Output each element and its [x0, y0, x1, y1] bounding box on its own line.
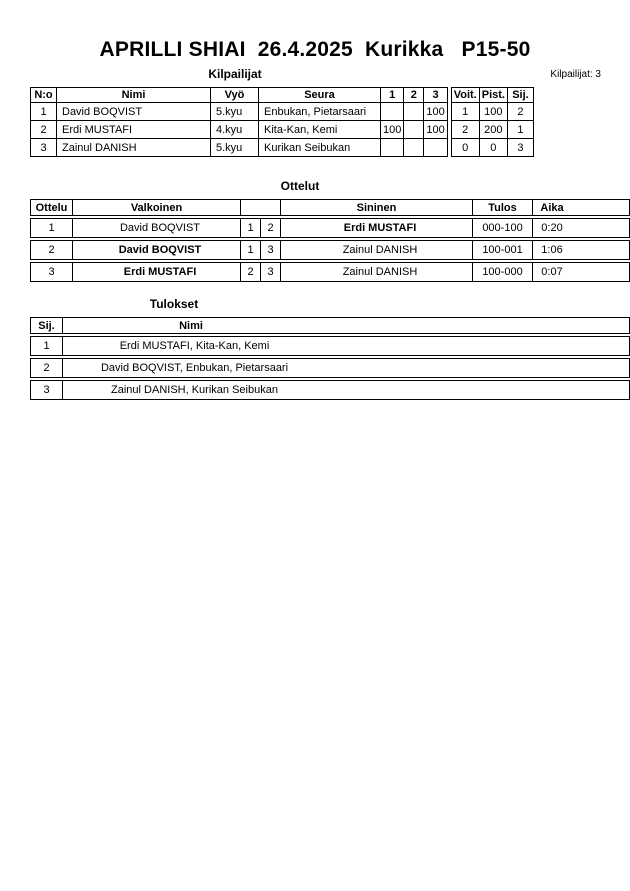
- cell-m3: 100: [424, 121, 447, 139]
- cell-blue-name: Zainul DANISH: [281, 241, 473, 259]
- matches-header-row: [30, 199, 630, 216]
- cell-m2: [404, 103, 424, 121]
- cell-no: 1: [31, 103, 57, 121]
- col-header-numbers: [241, 200, 281, 215]
- col-header-m2: 2: [404, 88, 424, 103]
- cell-m3: [424, 139, 447, 157]
- cell-time: 0:07: [541, 266, 563, 278]
- cell-belt: 4.kyu: [211, 121, 259, 139]
- col-header-belt: Vyö: [211, 88, 259, 103]
- cell-m2: [404, 121, 424, 139]
- col-header-rank: Sij.: [507, 88, 533, 103]
- cell-time: 1:06: [541, 244, 563, 256]
- cell-result: 100-000: [473, 263, 533, 281]
- cell-time: 0:20: [541, 222, 563, 234]
- cell-white-no: 1: [241, 219, 261, 237]
- col-header-rank: Sij.: [31, 318, 63, 333]
- cell-white-no: 1: [241, 241, 261, 259]
- cell-blue-no: 3: [261, 263, 281, 281]
- cell-blue-no: 3: [261, 241, 281, 259]
- competitor-row: [31, 139, 534, 157]
- cell-rank: 2: [507, 103, 533, 121]
- cell-rank: 3: [31, 381, 63, 399]
- cell-result: 000-100: [473, 219, 533, 237]
- cell-wins: 0: [451, 139, 479, 157]
- section-title-competitors: Kilpailijat: [208, 67, 262, 81]
- match-row: [30, 240, 630, 260]
- result-row: [30, 336, 630, 356]
- cell-white-no: 2: [241, 263, 261, 281]
- cell-name: Zainul DANISH, Kurikan Seibukan: [111, 384, 278, 396]
- cell-white-name: Erdi MUSTAFI: [73, 263, 241, 281]
- cell-club: Kurikan Seibukan: [259, 139, 381, 157]
- cell-belt: 5.kyu: [211, 139, 259, 157]
- competitor-row: [31, 121, 534, 139]
- cell-name: Erdi MUSTAFI, Kita-Kan, Kemi: [119, 340, 270, 352]
- result-row: [30, 380, 630, 400]
- cell-blue-name: Erdi MUSTAFI: [281, 219, 473, 237]
- cell-m3: 100: [424, 103, 447, 121]
- col-header-blue: Sininen: [281, 200, 473, 215]
- col-header-m1: 1: [381, 88, 404, 103]
- cell-belt: 5.kyu: [211, 103, 259, 121]
- col-header-name: Nimi: [57, 88, 211, 103]
- cell-match-no: 2: [31, 241, 73, 259]
- cell-m1: 100: [381, 121, 404, 139]
- col-header-name: Nimi: [179, 319, 203, 332]
- cell-no: 2: [31, 121, 57, 139]
- cell-match-no: 1: [31, 219, 73, 237]
- competitors-table: [30, 87, 534, 157]
- cell-rank: 1: [31, 337, 63, 355]
- cell-name: Zainul DANISH: [57, 139, 211, 157]
- result-row: [30, 358, 630, 378]
- competitors-header-row: [31, 88, 534, 103]
- cell-blue-no: 2: [261, 219, 281, 237]
- cell-name: Erdi MUSTAFI: [57, 121, 211, 139]
- cell-name: David BOQVIST, Enbukan, Pietarsaari: [100, 362, 289, 374]
- cell-points: 0: [479, 139, 507, 157]
- col-header-result: Tulos: [473, 200, 533, 215]
- cell-wins: 2: [451, 121, 479, 139]
- cell-points: 100: [479, 103, 507, 121]
- cell-rank: 2: [31, 359, 63, 377]
- competitors-count-label: Kilpailijat: 3: [550, 69, 601, 80]
- cell-rank: 1: [507, 121, 533, 139]
- cell-club: Kita-Kan, Kemi: [259, 121, 381, 139]
- cell-white-name: David BOQVIST: [73, 219, 241, 237]
- section-title-results: Tulokset: [149, 297, 199, 311]
- col-header-match: Ottelu: [31, 200, 73, 215]
- cell-name: David BOQVIST: [57, 103, 211, 121]
- col-header-no: N:o: [31, 88, 57, 103]
- cell-points: 200: [479, 121, 507, 139]
- results-header-row: [30, 317, 630, 334]
- cell-result: 100-001: [473, 241, 533, 259]
- col-header-white: Valkoinen: [73, 200, 241, 215]
- cell-no: 3: [31, 139, 57, 157]
- cell-wins: 1: [451, 103, 479, 121]
- cell-m2: [404, 139, 424, 157]
- cell-m1: [381, 139, 404, 157]
- cell-blue-name: Zainul DANISH: [281, 263, 473, 281]
- results-table: [30, 317, 630, 400]
- cell-match-no: 3: [31, 263, 73, 281]
- col-header-m3: 3: [424, 88, 447, 103]
- cell-m1: [381, 103, 404, 121]
- col-header-club: Seura: [259, 88, 381, 103]
- matches-table: [30, 199, 630, 282]
- match-row: [30, 218, 630, 238]
- cell-rank: 3: [507, 139, 533, 157]
- col-header-wins: Voit.: [451, 88, 479, 103]
- col-header-points: Pist.: [479, 88, 507, 103]
- cell-white-name: David BOQVIST: [73, 241, 241, 259]
- match-row: [30, 262, 630, 282]
- cell-club: Enbukan, Pietarsaari: [259, 103, 381, 121]
- competitor-row: [31, 103, 534, 121]
- col-header-time: Aika: [540, 201, 564, 214]
- page-title: APRILLI SHIAI 26.4.2025 Kurikka P15-50: [99, 38, 531, 61]
- section-title-matches: Ottelut: [280, 179, 320, 193]
